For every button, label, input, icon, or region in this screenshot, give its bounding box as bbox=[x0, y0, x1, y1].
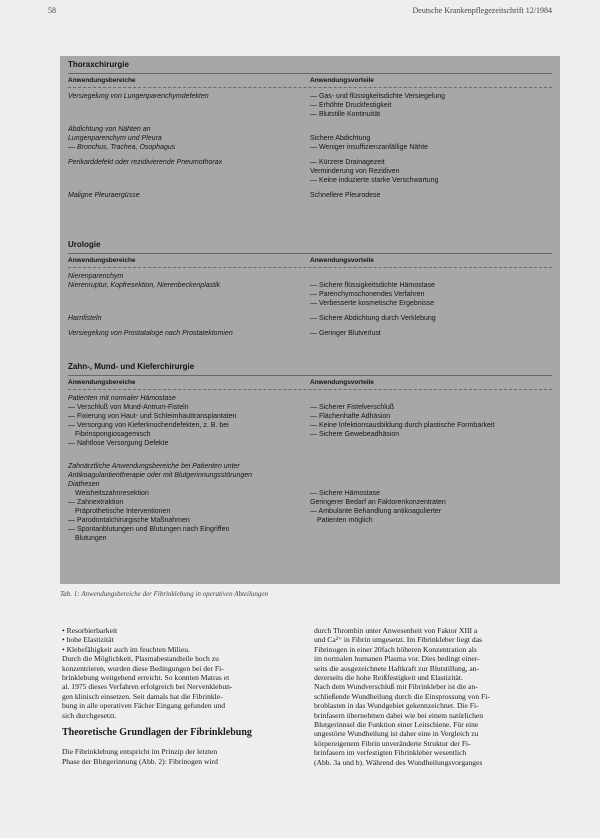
text-line: Fibrinspongiosagemisch bbox=[75, 431, 151, 438]
text-line: — Sichere Abdichtung durch Verklebung bbox=[310, 315, 436, 322]
text-line: im normalen humanen Plasma vor. Dies bedingt einer- bbox=[314, 654, 480, 664]
list-item: • Resorbierbarkeit bbox=[62, 626, 312, 635]
text-line: — Verbesserte kosmetische Ergebnisse bbox=[310, 300, 435, 307]
table-row bbox=[68, 394, 552, 448]
text-line: Nach dem Wundverschluß mit Fibrinkleber ist die an- bbox=[314, 682, 478, 692]
text-line: — Geringer Blutverlust bbox=[310, 330, 381, 337]
text-line: und Ca²⁺ in Fibrin umgesetzt. Im Fibrinkleber liegt das bbox=[314, 635, 483, 645]
text-line: Geringerer Bedarf an Faktorenkonzentraten bbox=[310, 499, 446, 506]
text-line: körpereigenem Fibrin unveränderte Struktur der Fi- bbox=[314, 738, 471, 748]
text-line: (Abb. 3a und b). Während des Wundheilungsvorganges bbox=[314, 757, 483, 767]
table-row bbox=[68, 92, 552, 119]
text-line: Patienten möglich bbox=[317, 517, 373, 524]
application-table bbox=[60, 56, 560, 584]
text-line: — Nahtlose Versorgung Defekte bbox=[68, 440, 169, 447]
text-line: Zahnärztliche Anwendungsbereiche bei Patienten unter bbox=[68, 463, 240, 470]
text-line: — Sichere Gewebeadhäsion bbox=[310, 431, 400, 438]
section-heading: Theoretische Grundlagen der Fibrinklebung bbox=[62, 727, 252, 739]
text-line: — Gas- und flüssigkeitsdichte Versiegelung bbox=[310, 93, 446, 100]
section-zahn-mund-kieferchirurgie bbox=[68, 362, 552, 549]
text-line: Nierenparenchym bbox=[68, 273, 124, 280]
text-line: brinklebung weitgehend erreicht. So konnten Matras et bbox=[62, 673, 230, 683]
text-line: brinfasern übernehmen dabei wie bei einem natürlichen bbox=[314, 710, 484, 720]
column-head-left: Anwendungsbereiche bbox=[68, 77, 136, 84]
text-line: Die Fibrinklebung entspricht im Prinzip der letzten bbox=[62, 747, 218, 757]
column-head-left: Anwendungsbereiche bbox=[68, 257, 136, 264]
text-line: — Verschluß von Mund-Antrum-Fisteln bbox=[68, 404, 189, 411]
text-line: schließende Wundheilung durch die Einsprossung von Fi- bbox=[314, 691, 490, 701]
text-line: — Versorgung von Kieferknochendefekten, z. B. bei bbox=[68, 422, 229, 429]
text-line: Abdichtung von Nähten an bbox=[68, 126, 151, 133]
table-row bbox=[68, 462, 552, 543]
text-line: ungestörte Wundheilung ist daher eine in Vergleich zu bbox=[314, 729, 479, 739]
table-row bbox=[68, 158, 552, 185]
text-line: Nierenruptur, Kopfresektion, Nierenbeckenplastik bbox=[68, 282, 221, 289]
table-row bbox=[68, 272, 552, 308]
text-line: bung in alle operativen Fächer Eingang gefunden und bbox=[62, 701, 226, 711]
page-number: 58 bbox=[48, 6, 56, 15]
page-header bbox=[48, 6, 552, 15]
section-urologie bbox=[68, 240, 552, 344]
text-line: Verminderung von Rezidiven bbox=[310, 168, 400, 175]
text-line: Weisheitszahnresektion bbox=[75, 490, 149, 497]
text-line: Patienten mit normaler Hämostase bbox=[68, 395, 176, 402]
table-row bbox=[68, 125, 552, 152]
text-line: Blutungen bbox=[75, 535, 107, 542]
text-line: — Sichere Hämostase bbox=[310, 490, 381, 497]
section-title: Zahn-, Mund- und Kieferchirurgie bbox=[68, 362, 195, 371]
table-row bbox=[68, 329, 552, 338]
text-line: Sichere Abdichtung bbox=[310, 135, 371, 142]
text-line: Versiegelung von Prostataloge nach Prostatektomien bbox=[68, 330, 233, 337]
text-line: Phase der Blutgerinnung (Abb. 2): Fibrinogen wird bbox=[62, 756, 218, 766]
text-line: — Spontanblutungen und Blutungen nach Eingriffen bbox=[68, 526, 230, 533]
text-line: — Keine induzierte starke Verschwartung bbox=[310, 177, 439, 184]
text-line: seits die ausgezeichnete Haftkraft zur Blutstillung, an- bbox=[314, 663, 480, 673]
list-item: • hohe Elastizität bbox=[62, 635, 312, 644]
text-line: — Parodontalchirurgische Maßnahmen bbox=[68, 517, 190, 524]
table-caption: Tab. 1: Anwendungsbereiche der Fibrinklebung in operativen Abteilungen bbox=[60, 590, 269, 598]
text-line: — Bronchus, Trachea, Ösophagus bbox=[68, 144, 176, 151]
journal-title: Deutsche Krankenpflegezeitschrift 12/1984 bbox=[412, 6, 552, 15]
text-line: brinfasern im verfestigten Fibrinkleber wesentlich bbox=[314, 748, 467, 758]
column-head-right: Anwendungsvorteile bbox=[310, 257, 374, 264]
table-row bbox=[68, 191, 552, 200]
text-line: broblasten in das Wundgebiet gekennzeichnet. Die Fi- bbox=[314, 701, 479, 711]
body-column-right bbox=[314, 626, 564, 767]
list-item: • Klebefähigkeit auch im feuchten Milieu. bbox=[62, 645, 312, 654]
text-line: al. 1975 dieses Verfahren erfolgreich bei Nervenklebun- bbox=[62, 682, 233, 692]
text-line: Fibrinogen in einer 20fach höheren Konzentration als bbox=[314, 644, 477, 654]
text-line: Durch die Möglichkeit, Plasmabestandteile hoch zu bbox=[62, 654, 219, 664]
text-line: sich durchgesetzt. bbox=[62, 710, 117, 720]
text-line: Perikarddefekt oder rezidivierende Pneumothorax bbox=[68, 159, 223, 166]
text-line: — Flächenhafte Adhäsion bbox=[310, 413, 391, 420]
text-line: dererseits die hohe Reißfestigkeit und Elastizität. bbox=[314, 673, 463, 683]
text-line: Blutgerinnsel die Funktion einer Leitschiene. Für eine bbox=[314, 720, 479, 730]
text-line: — Erhöhte Druckfestigkeit bbox=[310, 102, 392, 109]
text-line: — Weniger insuffizienzanfällige Nähte bbox=[310, 144, 429, 151]
section-title: Thoraxchirurgie bbox=[68, 60, 129, 69]
text-line: — Keine Infektionsausbildung durch plastische Formbarkeit bbox=[310, 422, 495, 429]
text-line: Maligne Pleuraergüsse bbox=[68, 192, 140, 199]
text-line: — Ambulante Behandlung antikoagulierter bbox=[310, 508, 442, 515]
text-line: konzentrieren, wurden diese Bedingungen bei der Fi- bbox=[62, 663, 224, 673]
column-head-right: Anwendungsvorteile bbox=[310, 77, 374, 84]
text-line: Diathesen bbox=[68, 481, 100, 488]
section-thoraxchirurgie bbox=[68, 60, 552, 206]
text-line: — Blutstille Kontinuität bbox=[310, 111, 381, 118]
section-title: Urologie bbox=[68, 240, 101, 249]
text-line: — Fixierung von Haut- und Schleimhauttransplantaten bbox=[68, 413, 237, 420]
text-line: Präprothetische Interventionen bbox=[75, 508, 171, 515]
text-line: — Parenchymschonendes Verfahren bbox=[310, 291, 425, 298]
text-line: Schnellere Pleurodese bbox=[310, 192, 381, 199]
text-line: — Sichere flüssigkeitsdichte Hämostase bbox=[310, 282, 435, 289]
text-line: — Zahnextraktion bbox=[68, 499, 124, 506]
text-line: Versiegelung von Lungenparenchymdefekten bbox=[68, 93, 209, 100]
body-column-left bbox=[62, 626, 312, 766]
text-line: Lungenparenchym und Pleura bbox=[68, 135, 162, 142]
text-line: Harnfisteln bbox=[68, 315, 102, 322]
column-head-left: Anwendungsbereiche bbox=[68, 379, 136, 386]
column-head-right: Anwendungsvorteile bbox=[310, 379, 374, 386]
text-line: durch Thrombin unter Anwesenheit von Faktor XIII a bbox=[314, 626, 478, 635]
text-line: — Sicherer Fistelverschluß bbox=[310, 404, 395, 411]
text-line: — Kürzere Drainagezeit bbox=[310, 159, 385, 166]
text-line: Antikoagulantientherapie oder mit Blutgerinnungsstörungen bbox=[68, 472, 253, 479]
table-row bbox=[68, 314, 552, 323]
text-line: gen klinisch einsetzen. Seit damals hat die Fibrinkle- bbox=[62, 691, 223, 701]
